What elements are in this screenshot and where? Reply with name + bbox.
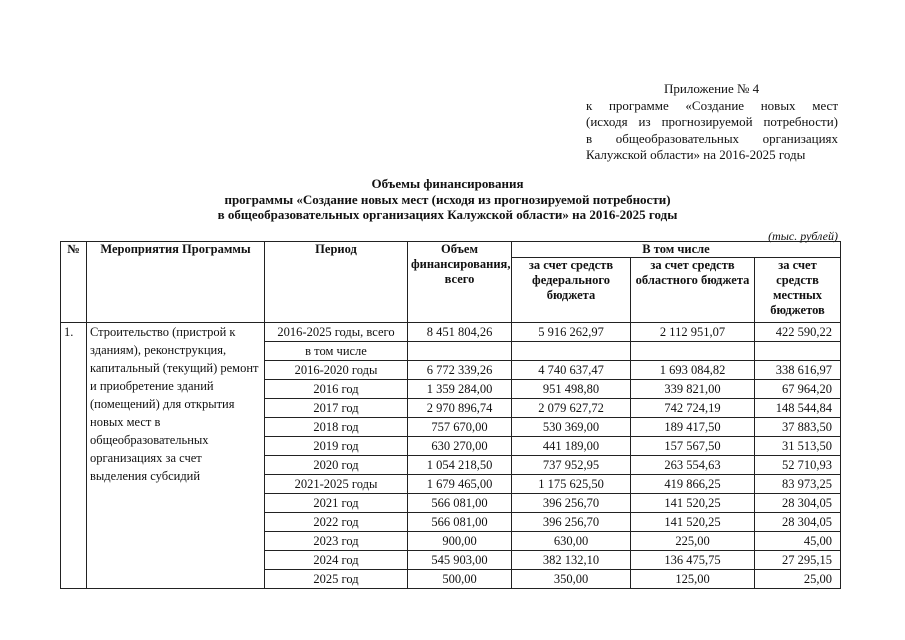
- local-cell: 27 295,15: [755, 551, 841, 570]
- federal-cell: 4 740 637,47: [512, 361, 631, 380]
- regional-cell: 1 693 084,82: [631, 361, 755, 380]
- local-cell: 67 964,20: [755, 380, 841, 399]
- total-cell: 1 359 284,00: [408, 380, 512, 399]
- local-cell: [755, 342, 841, 361]
- annex-line: Калужской области» на 2016-2025 годы: [586, 147, 806, 162]
- regional-cell: 419 866,25: [631, 475, 755, 494]
- period-cell: 2019 год: [265, 437, 408, 456]
- table-row: [61, 323, 841, 342]
- regional-cell: 742 724,19: [631, 399, 755, 418]
- header-regional: за счет средств областного бюджета: [631, 258, 755, 323]
- total-cell: [408, 342, 512, 361]
- total-cell: 566 081,00: [408, 513, 512, 532]
- document-title: [80, 176, 815, 223]
- federal-cell: 396 256,70: [512, 494, 631, 513]
- local-cell: 52 710,93: [755, 456, 841, 475]
- period-cell: 2017 год: [265, 399, 408, 418]
- period-cell: 2018 год: [265, 418, 408, 437]
- regional-cell: 141 520,25: [631, 513, 755, 532]
- regional-cell: 339 821,00: [631, 380, 755, 399]
- funding-table: [60, 241, 841, 589]
- local-cell: 28 304,05: [755, 494, 841, 513]
- total-cell: 900,00: [408, 532, 512, 551]
- total-cell: 6 772 339,26: [408, 361, 512, 380]
- header-measures: Мероприятия Программы: [87, 242, 265, 323]
- header-row: [61, 242, 841, 258]
- total-cell: 545 903,00: [408, 551, 512, 570]
- total-cell: 1 679 465,00: [408, 475, 512, 494]
- regional-cell: 189 417,50: [631, 418, 755, 437]
- federal-cell: 1 175 625,50: [512, 475, 631, 494]
- local-cell: 31 513,50: [755, 437, 841, 456]
- header-num: №: [61, 242, 87, 323]
- period-cell: 2016-2020 годы: [265, 361, 408, 380]
- annex-title: Приложение № 4: [664, 81, 760, 96]
- period-cell: 2020 год: [265, 456, 408, 475]
- annex-line: к программе «Создание новых мест: [586, 97, 838, 113]
- total-cell: 1 054 218,50: [408, 456, 512, 475]
- federal-cell: 530 369,00: [512, 418, 631, 437]
- period-cell: 2016 год: [265, 380, 408, 399]
- federal-cell: [512, 342, 631, 361]
- federal-cell: 5 916 262,97: [512, 323, 631, 342]
- measure-description: Строительство (пристрой к зданиям), реконструкция, капитальный (текущий) ремонт и приобретение зданий (помещений) для открытия новых мест в общеобразовательных организациях за счет выделения субсидий: [87, 323, 265, 589]
- period-cell: 2021-2025 годы: [265, 475, 408, 494]
- regional-cell: 225,00: [631, 532, 755, 551]
- table-body: [61, 323, 841, 589]
- row-number: 1.: [61, 323, 87, 589]
- regional-cell: 157 567,50: [631, 437, 755, 456]
- period-cell: 2025 год: [265, 570, 408, 589]
- federal-cell: 441 189,00: [512, 437, 631, 456]
- federal-cell: 2 079 627,72: [512, 399, 631, 418]
- period-cell: 2024 год: [265, 551, 408, 570]
- regional-cell: 125,00: [631, 570, 755, 589]
- annex-line: в общеобразовательных организациях: [586, 130, 838, 146]
- regional-cell: 136 475,75: [631, 551, 755, 570]
- header-period: Период: [265, 242, 408, 323]
- title-line: Объемы финансирования: [371, 176, 524, 191]
- local-cell: 148 544,84: [755, 399, 841, 418]
- total-cell: 630 270,00: [408, 437, 512, 456]
- header-local: за счет средств местных бюджетов: [755, 258, 841, 323]
- units-note: (тыс. рублей): [768, 229, 838, 243]
- header-total: Объем финансирования, всего: [408, 242, 512, 323]
- local-cell: 338 616,97: [755, 361, 841, 380]
- title-line: в общеобразовательных организациях Калужской области» на 2016-2025 годы: [217, 207, 678, 222]
- local-cell: 83 973,25: [755, 475, 841, 494]
- header-including: В том числе: [512, 242, 841, 258]
- period-cell: в том числе: [265, 342, 408, 361]
- total-cell: 2 970 896,74: [408, 399, 512, 418]
- local-cell: 25,00: [755, 570, 841, 589]
- local-cell: 45,00: [755, 532, 841, 551]
- total-cell: 757 670,00: [408, 418, 512, 437]
- regional-cell: 263 554,63: [631, 456, 755, 475]
- federal-cell: 396 256,70: [512, 513, 631, 532]
- period-cell: 2023 год: [265, 532, 408, 551]
- annex-block: [586, 81, 838, 164]
- total-cell: 566 081,00: [408, 494, 512, 513]
- total-cell: 8 451 804,26: [408, 323, 512, 342]
- period-cell: 2016-2025 годы, всего: [265, 323, 408, 342]
- header-federal: за счет средств федерального бюджета: [512, 258, 631, 323]
- local-cell: 28 304,05: [755, 513, 841, 532]
- federal-cell: 382 132,10: [512, 551, 631, 570]
- total-cell: 500,00: [408, 570, 512, 589]
- federal-cell: 630,00: [512, 532, 631, 551]
- federal-cell: 737 952,95: [512, 456, 631, 475]
- period-cell: 2021 год: [265, 494, 408, 513]
- regional-cell: 141 520,25: [631, 494, 755, 513]
- period-cell: 2022 год: [265, 513, 408, 532]
- annex-line: (исходя из прогнозируемой потребности): [586, 114, 838, 129]
- local-cell: 37 883,50: [755, 418, 841, 437]
- local-cell: 422 590,22: [755, 323, 841, 342]
- title-line: программы «Создание новых мест (исходя из прогнозируемой потребности): [224, 191, 671, 207]
- regional-cell: [631, 342, 755, 361]
- federal-cell: 350,00: [512, 570, 631, 589]
- regional-cell: 2 112 951,07: [631, 323, 755, 342]
- federal-cell: 951 498,80: [512, 380, 631, 399]
